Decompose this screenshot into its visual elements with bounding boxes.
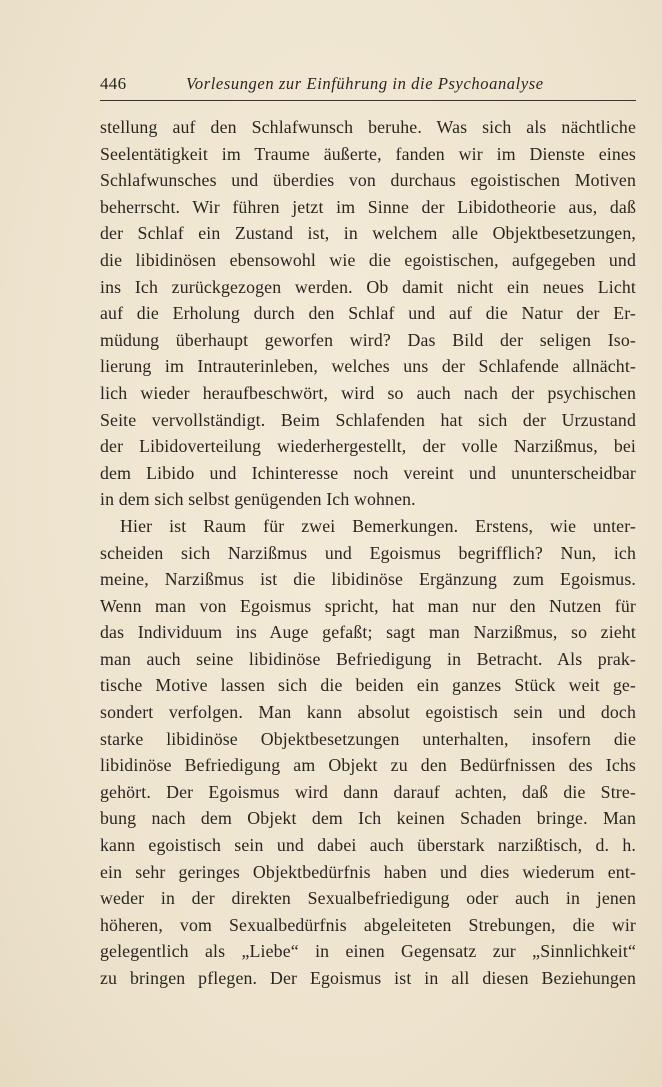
text-line: müdung überhaupt geworfen wird? Das Bild der seligen Iso- — [100, 329, 636, 350]
text-line: weder in der direkten Sexualbefriedigung oder auch in jenen — [100, 888, 636, 909]
text-line: libidinöse Befriedigung am Objekt zu den Bedürfnissen des Ichs — [100, 755, 636, 776]
text-line: höheren, vom Sexualbedürfnis abgeleiteten Strebungen, die wir — [100, 914, 636, 935]
paragraph-1 — [100, 114, 636, 513]
text-line: kann egoistisch sein und dabei auch überstark narzißtisch, d. h. — [100, 835, 636, 856]
text-line: gelegentlich als „Liebe“ in einen Gegensatz zur „Sinnlichkeit“ — [100, 941, 636, 962]
page-number: 446 — [100, 74, 127, 93]
body-text — [100, 114, 636, 992]
text-line: in dem sich selbst genügenden Ich wohnen. — [100, 489, 416, 510]
text-line: auf die Erholung durch den Schlaf und auf die Natur der Er- — [100, 303, 636, 324]
text-line: die libidinösen ebensowohl wie die egoistischen, aufgegeben und — [100, 249, 636, 270]
text-line: starke libidinöse Objektbesetzungen unterhalten, insofern die — [100, 728, 636, 749]
text-line: der Libidoverteilung wiederhergestellt, der volle Narzißmus, bei — [100, 436, 636, 457]
running-head — [100, 74, 636, 100]
text-line: beherrscht. Wir führen jetzt im Sinne der Libidotheorie aus, daß — [100, 196, 636, 217]
text-line: Schlafwunsches und überdies von durchaus egoistischen Motiven — [100, 170, 636, 191]
text-line: dem Libido und Ichinteresse noch vereint und ununterscheidbar — [100, 462, 636, 483]
text-line: Wenn man von Egoismus spricht, hat man nur den Nutzen für — [100, 595, 636, 616]
text-line: Seelentätigkeit im Traume äußerte, fanden wir im Dienste eines — [100, 143, 636, 164]
text-line: lierung im Intrauterinleben, welches uns der Schlafende allnächt- — [100, 356, 636, 377]
header-rule — [100, 100, 636, 101]
text-line: scheiden sich Narzißmus und Egoismus begrifflich? Nun, ich — [100, 542, 636, 563]
text-line: Seite vervollständigt. Beim Schlafenden hat sich der Urzustand — [100, 409, 636, 430]
text-line: zu bringen pflegen. Der Egoismus ist in all diesen Beziehungen — [100, 968, 636, 988]
text-line: lich wieder heraufbeschwört, wird so auch nach der psychischen — [100, 382, 636, 403]
text-line: der Schlaf ein Zustand ist, in welchem alle Objektbesetzungen, — [100, 223, 636, 244]
text-line: das Individuum ins Auge gefaßt; sagt man Narzißmus, so zieht — [100, 622, 636, 643]
text-line: ins Ich zurückgezogen werden. Ob damit nicht ein neues Licht — [100, 276, 636, 297]
text-line: gehört. Der Egoismus wird dann darauf achten, daß die Stre- — [100, 781, 636, 802]
text-line: Hier ist Raum für zwei Bemerkungen. Erstens, wie unter- — [120, 515, 636, 536]
text-line: sondert verfolgen. Man kann absolut egoistisch sein und doch — [100, 702, 636, 723]
text-line: ein sehr geringes Objektbedürfnis haben und dies wiederum ent- — [100, 861, 636, 882]
text-line: man auch seine libidinöse Befriedigung in Betracht. Als prak- — [100, 648, 636, 669]
text-line: meine, Narzißmus ist die libidinöse Ergänzung zum Egoismus. — [100, 569, 636, 590]
paragraph-2 — [100, 513, 636, 992]
text-line: bung nach dem Objekt dem Ich keinen Schaden bringe. Man — [100, 808, 636, 829]
text-line: stellung auf den Schlafwunsch beruhe. Was sich als nächtliche — [100, 117, 636, 137]
text-line: tische Motive lassen sich die beiden ein ganzes Stück weit ge- — [100, 675, 636, 696]
running-title: Vorlesungen zur Einführung in die Psychoanalyse — [186, 74, 544, 93]
